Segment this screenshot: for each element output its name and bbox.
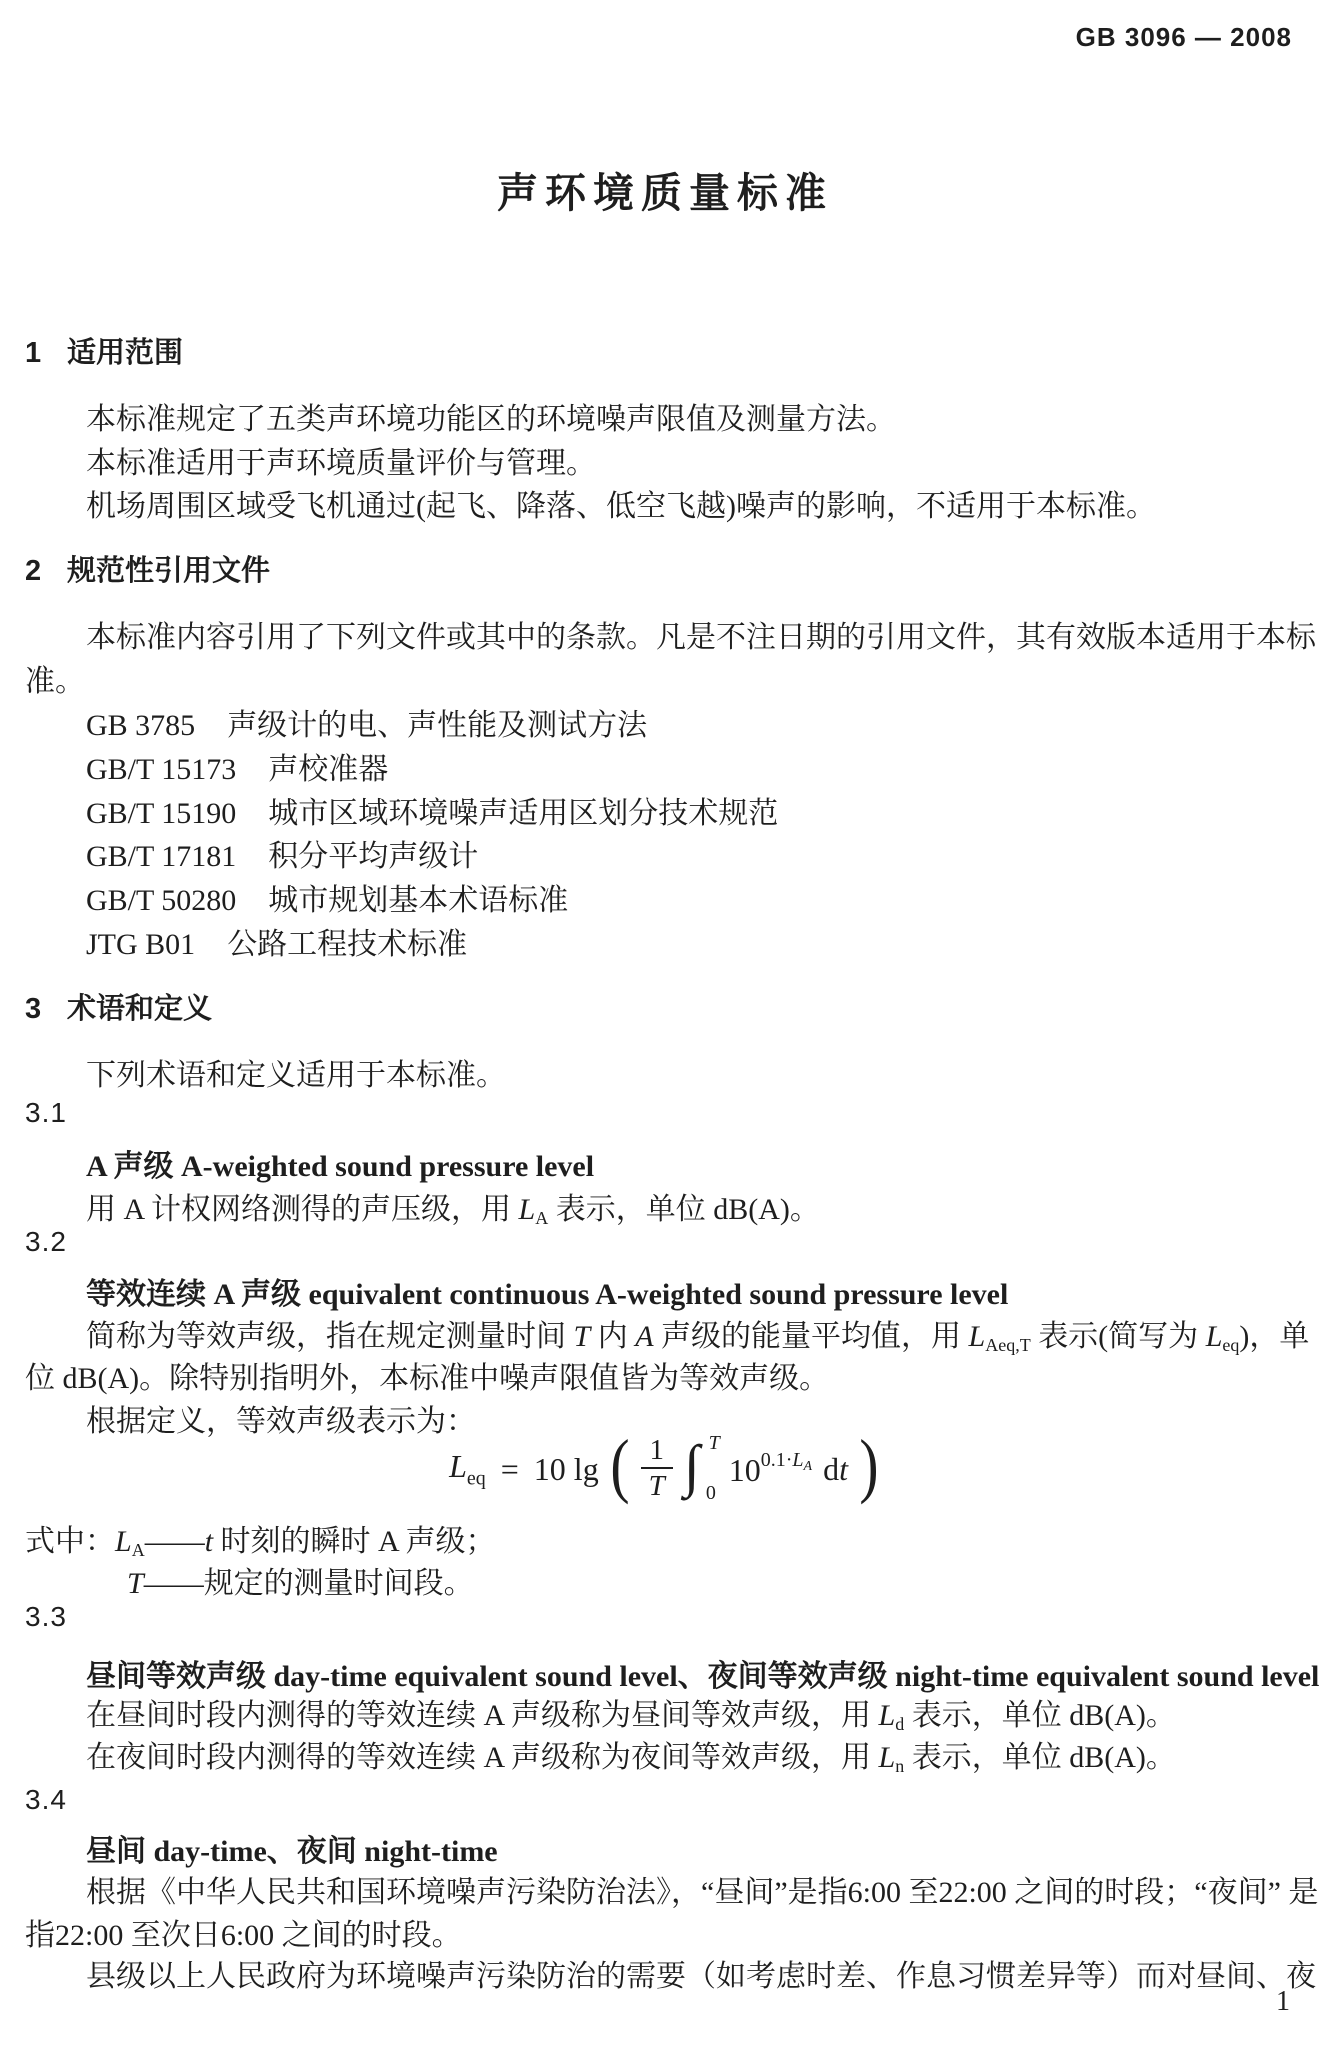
reference-code: GB/T 15190 xyxy=(86,797,237,830)
section-1-paragraph-line: 本标准适用于声环境质量评价与管理。 xyxy=(86,447,596,480)
reference-title: 积分平均声级计 xyxy=(268,840,479,873)
section-1-paragraph-line: 本标准规定了五类声环境功能区的环境噪声限值及测量方法。 xyxy=(86,403,896,436)
formula-fraction: $\frac{1}{T}$ xyxy=(641,1435,673,1503)
clause-3-4-definition-line: 县级以上人民政府为环境噪声污染防治的需要（如考虑时差、作息习惯差异等）而对昼间、夜 xyxy=(86,1960,1316,1993)
reference-title: 声级计的电、声性能及测试方法 xyxy=(227,709,648,742)
clause-3-4-definition-line: 根据《中华人民共和国环境噪声污染防治法》，“昼间”是指6:00 至22:00 之间的时段；“夜间” 是 xyxy=(86,1876,1319,1909)
formula-open-paren: ( xyxy=(610,1425,630,1505)
clause-3-4-term: 昼间 day-time、夜间 night-time xyxy=(86,1835,498,1868)
formula-where-line: 式中：LA——t 时刻的瞬时 A 声级； xyxy=(25,1525,496,1561)
clause-3-2-definition-line: 根据定义，等效声级表示为： xyxy=(86,1405,476,1438)
page-number: 1 xyxy=(1276,1986,1290,2017)
reference-code: JTG B01 xyxy=(86,928,196,961)
reference-item xyxy=(86,788,778,832)
formula-where-line: T——规定的测量时间段。 xyxy=(127,1567,474,1600)
clause-3-4-definition-line: 指22:00 至次日6:00 之间的时段。 xyxy=(25,1919,462,1952)
reference-item xyxy=(86,744,388,788)
section-3-heading xyxy=(25,986,212,1027)
section-2-paragraph-line: 本标准内容引用了下列文件或其中的条款。凡是不注日期的引用文件，其有效版本适用于本标 xyxy=(86,621,1316,654)
formula-dt: dt xyxy=(823,1450,848,1487)
clause-3-2-definition-line: 简称为等效声级，指在规定测量时间 T 内 A 声级的能量平均值，用 LAeq,T 表示(简写为 Leq)，单 xyxy=(86,1320,1310,1356)
clause-3-1-number: 3.1 xyxy=(25,1097,67,1128)
clause-3-2-term: 等效连续 A 声级 equivalent continuous A-weighted sound pressure level xyxy=(86,1278,1009,1311)
section-1-number: 1 xyxy=(25,337,42,369)
reference-item xyxy=(86,919,467,963)
page-title: 声环境质量标准 xyxy=(497,170,833,216)
clause-3-4-number: 3.4 xyxy=(25,1784,67,1815)
section-1-heading xyxy=(25,330,183,371)
formula-coefficient: 10 lg xyxy=(533,1450,599,1487)
reference-item xyxy=(86,875,568,919)
section-3-number: 3 xyxy=(25,993,42,1025)
clause-3-2-number: 3.2 xyxy=(25,1226,67,1257)
clause-3-3-definition-line: 在夜间时段内测得的等效连续 A 声级称为夜间等效声级，用 Ln 表示，单位 dB(A)。 xyxy=(86,1741,1176,1777)
standard-code: GB 3096 — 2008 xyxy=(1075,22,1292,52)
section-2-paragraph-line: 准。 xyxy=(25,665,85,698)
section-3-title: 术语和定义 xyxy=(67,993,213,1025)
reference-code: GB/T 17181 xyxy=(86,840,237,873)
clause-3-3-number: 3.3 xyxy=(25,1601,67,1632)
section-3-intro: 下列术语和定义适用于本标准。 xyxy=(86,1059,506,1092)
formula-close-paren: ) xyxy=(859,1425,879,1505)
reference-title: 城市区域环境噪声适用区划分技术规范 xyxy=(268,797,779,830)
section-2-number: 2 xyxy=(25,555,42,587)
integral-sign: ∫ T 0 xyxy=(683,1432,720,1504)
clause-3-1-term: A 声级 A-weighted sound pressure level xyxy=(86,1150,595,1183)
section-2-heading xyxy=(25,548,270,589)
clause-3-2-definition-line: 位 dB(A)。除特别指明外，本标准中噪声限值皆为等效声级。 xyxy=(25,1362,830,1395)
reference-title: 声校准器 xyxy=(268,753,389,786)
reference-code: GB/T 15173 xyxy=(86,753,237,786)
reference-code: GB 3785 xyxy=(86,709,196,742)
formula-equals: = xyxy=(500,1450,519,1487)
reference-title: 城市规划基本术语标准 xyxy=(268,884,569,917)
section-1-title: 适用范围 xyxy=(67,337,184,369)
clause-3-3-definition-line: 在昼间时段内测得的等效连续 A 声级称为昼间等效声级，用 Ld 表示，单位 dB(A)。 xyxy=(86,1699,1176,1735)
reference-item xyxy=(86,831,478,875)
leq-formula xyxy=(0,1425,1330,1508)
clause-3-3-term: 昼间等效声级 day-time equivalent sound level、夜间等效声级 night-time equivalent sound level xyxy=(86,1660,1320,1693)
section-2-title: 规范性引用文件 xyxy=(67,555,271,587)
section-1-paragraph-line: 机场周围区域受飞机通过(起飞、降落、低空飞越)噪声的影响，不适用于本标准。 xyxy=(86,490,1156,523)
clause-3-1-definition: 用 A 计权网络测得的声压级，用 LA 表示，单位 dB(A)。 xyxy=(86,1193,820,1229)
reference-code: GB/T 50280 xyxy=(86,884,237,917)
reference-item xyxy=(86,700,647,744)
formula-lhs: $L_{eq}$ xyxy=(449,1447,486,1490)
formula-power-term: $10^{0.1\cdot L_A}$ xyxy=(728,1449,813,1488)
reference-title: 公路工程技术标准 xyxy=(227,928,468,961)
